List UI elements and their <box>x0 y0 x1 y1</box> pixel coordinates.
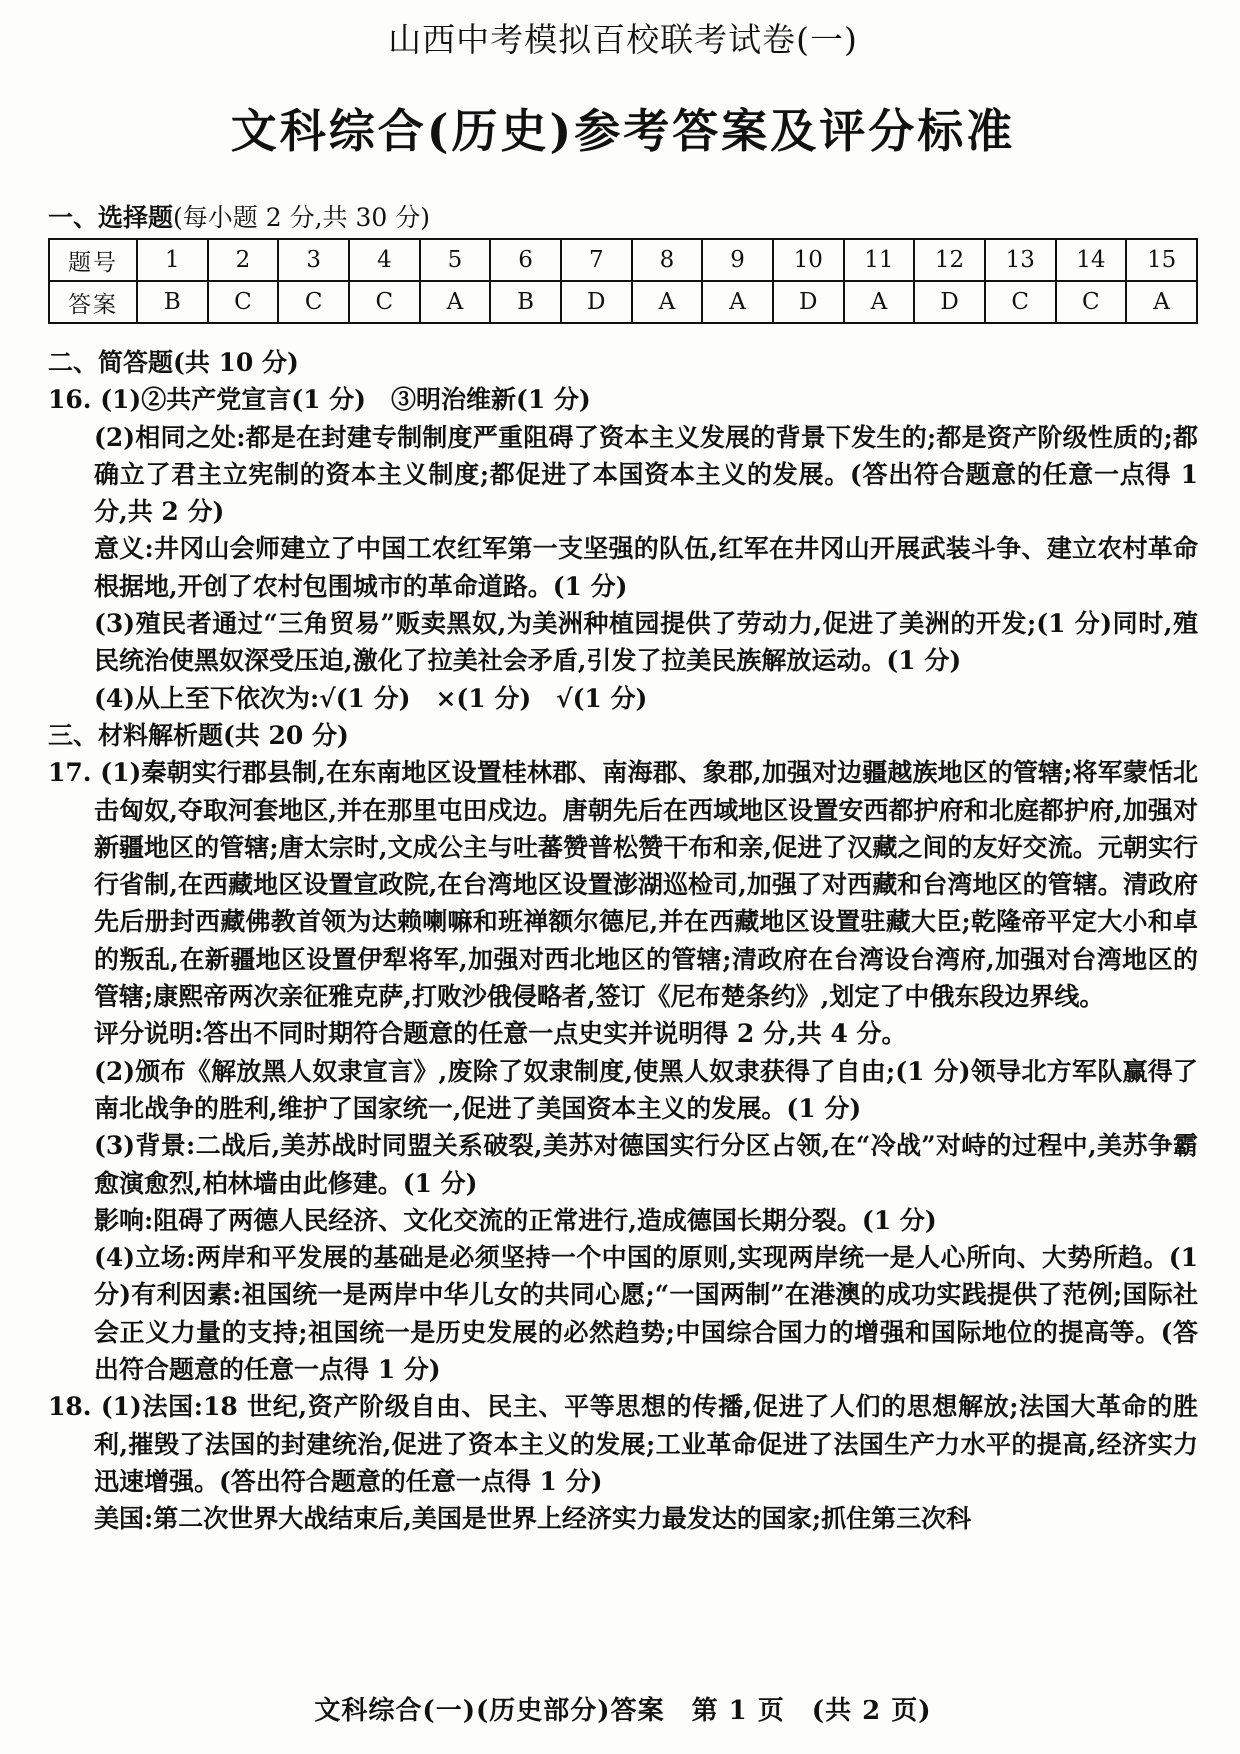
row-label-answer: 答案 <box>49 281 137 323</box>
exam-subtitle: 山西中考模拟百校联考试卷(一) <box>388 20 858 59</box>
answer-table <box>48 238 1198 324</box>
q16-part1: 16. (1)②共产党宣言(1 分) ③明治维新(1 分) <box>48 385 591 415</box>
table-cell: D <box>561 281 632 323</box>
section1-heading-text: 一、选择题 <box>48 203 174 232</box>
table-cell: C <box>278 281 349 323</box>
q17-part4: (4)立场:两岸和平发展的基础是必须坚持一个中国的原则,实现两岸统一是人心所向、大势所趋。(1 分)有利因素:祖国统一是两岸中华儿女的共同心愿;“一国两制”在港澳的成功实践提供了范例;国际社会正义力量的支持;祖国统一是历史发展的必然趋势;中国综合国力的增强和国际地位的提高等。(答出符合题意的任意一点得 1 分) <box>94 1243 1198 1385</box>
answer-sheet-page <box>48 0 1198 1754</box>
table-cell: 3 <box>278 239 349 281</box>
q16-part4: (4)从上至下依次为:√(1 分) ×(1 分) √(1 分) <box>94 683 648 713</box>
table-cell: 5 <box>420 239 491 281</box>
page-footer: 文科综合(一)(历史部分)答案 第 1 页 (共 2 页) <box>314 1696 932 1726</box>
q17-scoring-note: 评分说明:答出不同时期符合题意的任意一点史实并说明得 2 分,共 4 分。 <box>94 1019 907 1049</box>
table-cell: B <box>490 281 561 323</box>
q18-part1: 18. (1)法国:18 世纪,资产阶级自由、民主、平等思想的传播,促进了人们的思想解放;法国大革命的胜利,摧毁了法国的封建统治,促进了资本主义的发展;工业革命促进了法国生产力水平的提高,经济实力迅速增强。(答出符合题意的任意一点得 1 分) <box>48 1392 1198 1496</box>
section3-heading: 三、材料解析题(共 20 分) <box>48 720 349 750</box>
q17-part3-impact: 影响:阻碍了两德人民经济、文化交流的正常进行,造成德国长期分裂。(1 分) <box>94 1205 937 1235</box>
table-cell: 6 <box>490 239 561 281</box>
q18-part1-usa: 美国:第二次世界大战结束后,美国是世界上经济实力最发达的国家;抓住第三次科 <box>94 1504 972 1534</box>
table-cell: 1 <box>137 239 208 281</box>
section1-note: (每小题 2 分,共 30 分) <box>173 203 430 232</box>
table-cell: 13 <box>985 239 1056 281</box>
section1-heading <box>48 198 430 234</box>
q17-part3: (3)背景:二战后,美苏战时同盟关系破裂,美苏对德国实行分区占领,在“冷战”对峙的过程中,美苏争霸愈演愈烈,柏林墙由此修建。(1 分) <box>94 1131 1198 1198</box>
table-cell: D <box>914 281 985 323</box>
page-title: 文科综合(历史)参考答案及评分标准 <box>230 104 1016 158</box>
q17-part2: (2)颁布《解放黑人奴隶宣言》,废除了奴隶制度,使黑人奴隶获得了自由;(1 分)领导北方军队赢得了南北战争的胜利,维护了国家统一,促进了美国资本主义的发展。(1 分) <box>94 1056 1198 1123</box>
table-cell: A <box>702 281 773 323</box>
table-cell: C <box>349 281 420 323</box>
table-cell: A <box>1126 281 1197 323</box>
answer-body <box>48 344 1198 1538</box>
table-cell: 14 <box>1056 239 1127 281</box>
question-number-row <box>49 239 1197 281</box>
table-cell: 11 <box>844 239 915 281</box>
q16-part2: (2)相同之处:都是在封建专制制度严重阻碍了资本主义发展的背景下发生的;都是资产阶级性质的;都确立了君主立宪制的资本主义制度;都促进了本国资本主义的发展。(答出符合题意的任意一点得 1 分,共 2 分) <box>94 422 1198 527</box>
row-label-number: 题号 <box>49 239 137 281</box>
q16-part2-significance: 意义:井冈山会师建立了中国工农红军第一支坚强的队伍,红军在井冈山开展武装斗争、建立农村革命根据地,开创了农村包围城市的革命道路。(1 分) <box>94 534 1198 601</box>
table-cell: C <box>1056 281 1127 323</box>
answer-row <box>49 281 1197 323</box>
table-cell: A <box>632 281 703 323</box>
table-cell: A <box>844 281 915 323</box>
table-cell: A <box>420 281 491 323</box>
table-cell: D <box>773 281 844 323</box>
section2-heading: 二、简答题(共 10 分) <box>48 348 299 377</box>
q16-part3: (3)殖民者通过“三角贸易”贩卖黑奴,为美洲种植园提供了劳动力,促进了美洲的开发;(1 分)同时,殖民统治使黑奴深受压迫,激化了拉美社会矛盾,引发了拉美民族解放运动。(1 分) <box>94 609 1198 676</box>
table-cell: 2 <box>208 239 279 281</box>
table-cell: 10 <box>773 239 844 281</box>
q17-part1: 17. (1)秦朝实行郡县制,在东南地区设置桂林郡、南海郡、象郡,加强对边疆越族地区的管辖;将军蒙恬北击匈奴,夺取河套地区,并在那里屯田戍边。唐朝先后在西域地区设置安西都护府和北庭都护府,加强对新疆地区的管辖;唐太宗时,文成公主与吐蕃赞普松赞干布和亲,促进了汉藏之间的友好交流。元朝实行行省制,在西藏地区设置宣政院,在台湾地区设置澎湖巡检司,加强了对西藏和台湾地区的管辖。清政府先后册封西藏佛教首领为达赖喇嘛和班禅额尔德尼,并在西藏地区设置驻藏大臣;乾隆帝平定大小和卓的叛乱,在新疆地区设置伊犁将军,加强对西北地区的管辖;清政府在台湾设台湾府,加强对台湾地区的管辖;康熙帝两次亲征雅克萨,打败沙俄侵略者,签订《尼布楚条约》,划定了中俄东段边界线。 <box>48 758 1198 1012</box>
table-cell: C <box>208 281 279 323</box>
table-cell: B <box>137 281 208 323</box>
table-cell: 12 <box>914 239 985 281</box>
table-cell: 7 <box>561 239 632 281</box>
table-cell: C <box>985 281 1056 323</box>
table-cell: 15 <box>1126 239 1197 281</box>
table-cell: 9 <box>702 239 773 281</box>
table-cell: 8 <box>632 239 703 281</box>
table-cell: 4 <box>349 239 420 281</box>
